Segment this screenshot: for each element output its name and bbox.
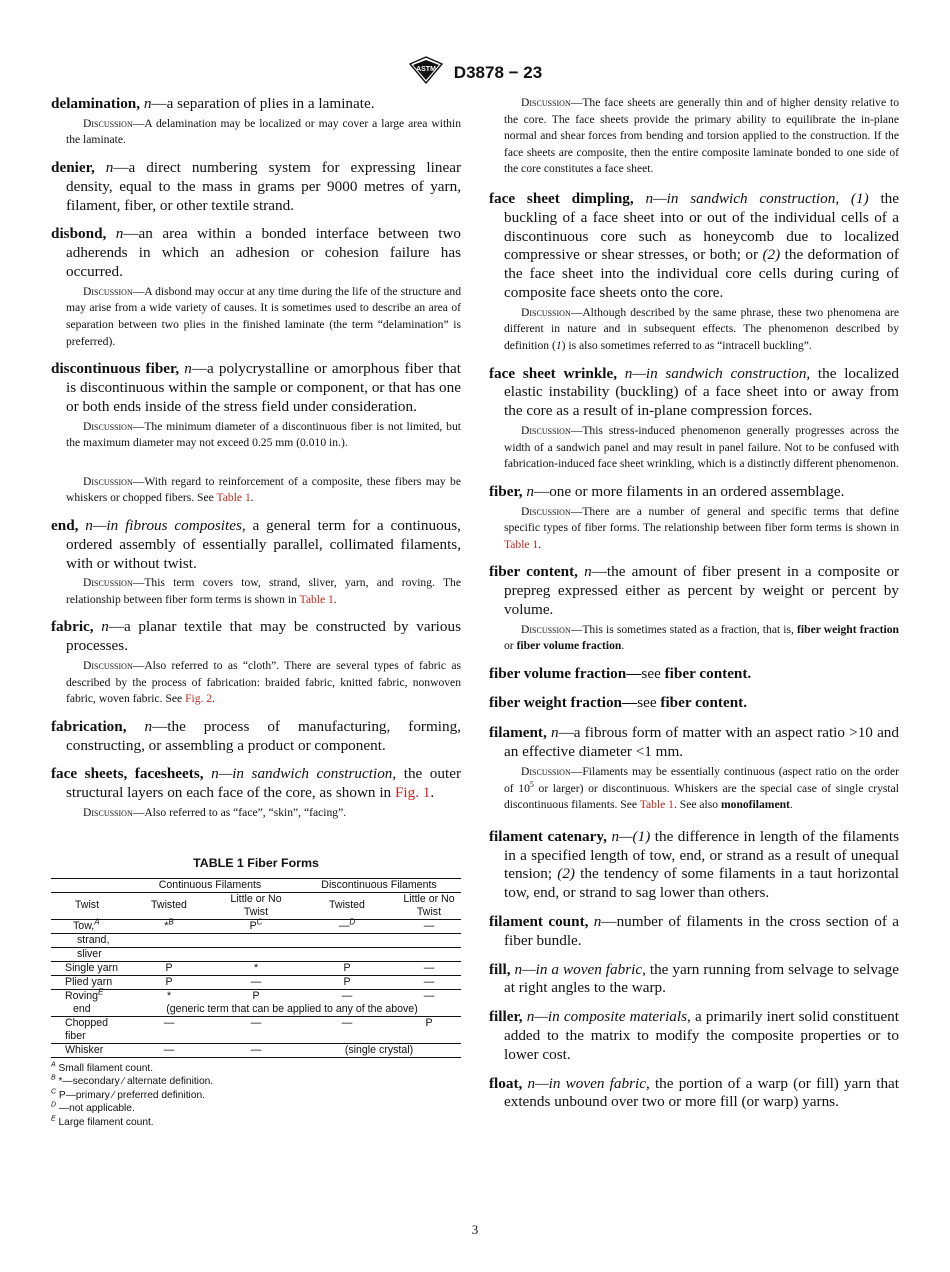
svg-text:ASTM: ASTM: [415, 66, 436, 73]
entry-fiber-weight-fraction: fiber weight fraction—see fiber content.: [489, 693, 748, 711]
col-twist: Twist: [51, 892, 123, 919]
col-little-twist: Little or No Twist: [397, 892, 461, 919]
table-1-link[interactable]: Table 1: [639, 798, 674, 812]
discussion-discontinuous-fiber-1: Discussion—The minimum diameter of a discontinuous fiber is not limited, but the maximum diameter may not exceed 0.25 mm (0.010 in.).: [66, 419, 461, 450]
footnote: $^A$ Small filament count.: [51, 1061, 154, 1074]
table-1-link[interactable]: Table 1: [299, 592, 334, 606]
entry-fill: fill, n—in a woven fabric, the yarn running from selvage to selvage at right angles to the warp.: [489, 960, 900, 997]
table-row: sliver: [51, 947, 461, 961]
footnote: $^C$ P—primary ⁄ preferred definition.: [51, 1088, 205, 1101]
table-row: Single yarn P * P —: [51, 961, 461, 975]
footnote: $^E$ Large filament count.: [51, 1115, 154, 1129]
col-twisted: Twisted: [297, 892, 397, 919]
discussion-face-sheets: Discussion—Also referred to as “face”, “skin”, “facing”.: [83, 806, 347, 820]
discussion-disbond: Discussion—A disbond may occur at any time during the life of the structure and may arise from a wide variety of causes. It is sometimes used to describe an area of separation between two plies in the finished laminate (the term “delamination” is preferred).: [66, 284, 461, 348]
fiber-forms-table: [51, 878, 461, 1058]
col-twisted: Twisted: [123, 892, 215, 919]
discussion-filament: Discussion—Filaments may be essentially continuous (aspect ratio on the order of $10^5$ or larger) or discontinuous. Whiskers are the special case of single crystal discontinuous filaments. See Table 1. See also monofilament.: [504, 765, 899, 812]
entry-denier: denier, n—a direct numbering system for expressing linear density, equal to the mass in grams per 9000 metres of yarn, filament, fiber, or other textile strand.: [51, 158, 462, 214]
discussion-fabric: Discussion—Also referred to as “cloth”. There are several types of fabric as described by the process of fabrication: braided fabric, knitted fabric, nonwoven fabric, woven fabric. See Fig. 2.: [66, 659, 461, 706]
table-row: end (generic term that can be applied to any of the above): [51, 1003, 461, 1017]
fig-2-link[interactable]: Fig. 2: [185, 692, 213, 706]
entry-fiber: fiber, n—one or more filaments in an ordered assemblage.: [489, 482, 845, 500]
left-column: [51, 95, 461, 1130]
entry-fiber-volume-fraction: fiber volume fraction—see fiber content.: [489, 664, 752, 682]
page-header: [0, 56, 950, 89]
entry-fiber-content: fiber content, n—the amount of fiber present in a composite or prepreg expressed either as percent by weight or percent by volume.: [489, 563, 900, 618]
right-column: [489, 95, 899, 1122]
entry-filament: filament, n—a fibrous form of matter with an aspect ratio >10 and an effective diameter <1 mm.: [489, 724, 899, 761]
discussion-end: Discussion—This term covers tow, strand, sliver, yarn, and roving. The relationship between fiber form terms is shown in Table 1.: [66, 576, 461, 606]
entry-filament-count: filament count, n—number of filaments in the cross section of a fiber bundle.: [489, 913, 899, 949]
entry-fabric: fabric, n—a planar textile that may be constructed by various processes.: [51, 618, 461, 655]
table-row: Whisker — — (single crystal): [51, 1043, 461, 1057]
group-discontinuous: Discontinuous Filaments: [297, 878, 461, 892]
discussion-face-sheet-wrinkle: Discussion—This stress-induced phenomenon generally progresses across the width of a sandwich panel and may result in panel failure. Not to be confused with fabrication-induced face sheet wrinkling, which is a distinctly different phenomenon.: [504, 423, 899, 471]
page-number: 3: [471, 1222, 479, 1237]
footnote: $^D$ —not applicable.: [51, 1102, 135, 1115]
discussion-discontinuous-fiber-2: Discussion—With regard to reinforcement of a composite, these fibers may be whiskers or chopped fibers. See Table 1.: [66, 474, 461, 505]
entry-end: end, n—in fibrous composites, a general term for a continuous, ordered assembly of essentially parallel, collimated filaments, with or without twist.: [51, 516, 461, 572]
entry-fabrication: fabrication, n—the process of manufacturing, forming, constructing, or assembling a product or component.: [51, 717, 462, 754]
entry-disbond: disbond, n—an area within a bonded interface between two adherends in which an adhesion or cohesion failure has occurred.: [51, 225, 462, 280]
discussion-delamination: Discussion—A delamination may be localized or may cover a large area within the laminate.: [66, 116, 461, 147]
fig-1-link[interactable]: Fig. 1: [394, 784, 431, 802]
entry-face-sheets: face sheets, facesheets, n—in sandwich construction, the outer structural layers on each face of the core, as shown in Fig. 1.: [51, 765, 462, 802]
footnote: $^B$ *—secondary ⁄ alternate definition.: [51, 1074, 214, 1088]
table-row: strand,: [51, 933, 461, 947]
table-row: Roving$^E$ * P — —: [65, 987, 435, 1002]
table-title: TABLE 1 Fiber Forms: [193, 855, 319, 870]
table-1-link[interactable]: Table 1: [504, 537, 539, 551]
table-footnotes: [51, 1062, 461, 1130]
entry-filler: filler, n—in composite materials, a primarily inert solid constituent added to the matrix to modify the composite properties or to lower cost.: [489, 1008, 899, 1063]
col-little-twist: Little or No Twist: [215, 892, 297, 919]
entry-float: float, n—in woven fabric, the portion of a warp (or fill) yarn that extends unbound over two or more fill (or warp) yarns.: [489, 1074, 900, 1111]
discussion-fiber-content: Discussion—This is sometimes stated as a fraction, that is, fiber weight fraction or fiber volume fraction.: [504, 622, 899, 653]
document-id: D3878 − 23: [453, 62, 543, 82]
table-row: Plied yarn P — P —: [51, 975, 461, 989]
discussion-fiber: Discussion—There are a number of general and specific terms that define specific types of fiber forms. The relationship between fiber form terms is shown in Table 1.: [504, 504, 899, 551]
table-1-link[interactable]: Table 1: [216, 491, 251, 505]
table-row: Chopped fiber — — — P: [51, 1016, 461, 1043]
table-row: Tow,$^A$ *$^B$ $P^C$ —$^D$ —: [51, 919, 461, 933]
discussion-face-sheet-dimpling: Discussion—Although described by the same phrase, these two phenomena are different in nature and in subsequent effects. The phenomenon described by definition (1) is also sometimes referred to as “intracell buckling”.: [504, 305, 899, 352]
entry-face-sheet-dimpling: face sheet dimpling, n—in sandwich construction, (1) the buckling of a face sheet into or out of the individual cells of a discontinuous core such as honeycomb due to localized compressive or shear stresses, or both; or (2) the deformation of the face sheet into the individual core cells during curing of composite face sheets onto the core.: [489, 189, 899, 301]
entry-discontinuous-fiber: discontinuous fiber, n—a polycrystalline or amorphous fiber that is discontinuous within the sample or component, or that has one or both ends inside of the stress field under consideration.: [51, 360, 461, 415]
group-continuous: Continuous Filaments: [123, 878, 297, 892]
entry-filament-catenary: filament catenary, n—(1) the difference in length of the filaments in a specified length of tow, end, or strand as a result of unequal tension; (2) the tendency of some filaments in a taut horizontal tow, end, or strand to sag lower than others.: [489, 827, 900, 902]
astm-logo-icon: [408, 56, 444, 89]
entry-face-sheet-wrinkle: face sheet wrinkle, n—in sandwich construction, the localized elastic instability (buckling) of a face sheet into or away from the core as a result of in-plane compression forces.: [489, 364, 900, 420]
entry-delamination: delamination, n—a separation of plies in a laminate.: [51, 95, 375, 112]
discussion-face-sheets-2: Discussion—The face sheets are generally thin and of higher density relative to the core. The face sheets provide the primary ability to equilibrate the in-plane normal and shear forces from bending and torsion applied to the construction. If the face sheets are composite, then the entire composite laminate bonded to one side of the core constitutes a face sheet.: [504, 96, 899, 176]
